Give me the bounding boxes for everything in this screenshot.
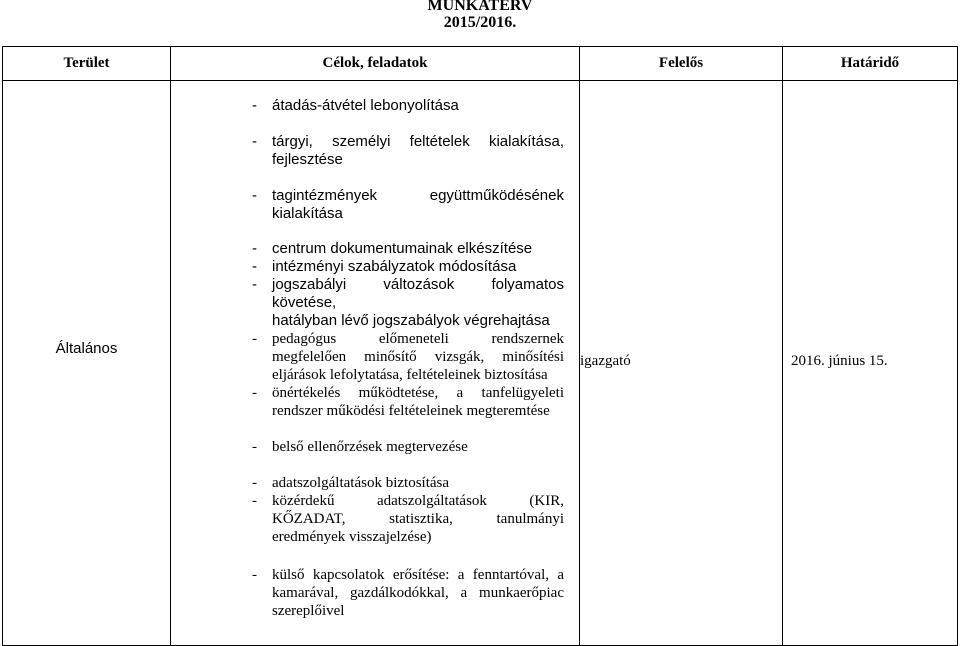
- header-responsible: Felelős: [658, 55, 704, 71]
- column-divider: [782, 47, 783, 645]
- list-dash: -: [252, 97, 257, 114]
- list-item-text: [272, 187, 564, 223]
- text-line: közérdekű adatszolgáltatások (KIR,: [272, 493, 564, 509]
- column-divider: [170, 47, 171, 645]
- header-area: Terület: [63, 55, 110, 71]
- school-year: 2015/2016.: [443, 14, 517, 31]
- text-line: megfelelően minősítő vizsgák, minősítési: [272, 349, 564, 365]
- text-line: rendszer működési feltételeinek megteremtése: [272, 403, 550, 419]
- text-line: külső kapcsolatok erősítése: a fenntartóval, a: [272, 567, 564, 583]
- work-plan-table: [2, 46, 958, 646]
- responsible-cell: igazgató: [580, 353, 631, 369]
- document-title: MUNKATERV: [427, 0, 533, 14]
- text-line: centrum dokumentumainak elkészítése: [272, 240, 533, 257]
- list-item-text: [272, 566, 564, 620]
- list-dash: -: [252, 187, 257, 204]
- list-dash: -: [252, 385, 257, 401]
- list-item-text: [272, 492, 564, 546]
- list-dash: -: [252, 276, 257, 293]
- header-deadline: Határidő: [840, 55, 900, 71]
- text-line: tagintézmények együttműködésének: [272, 187, 564, 204]
- list-item-text: [272, 330, 564, 384]
- list-dash: -: [252, 331, 257, 347]
- text-line: átadás-átvétel lebonyolítása: [272, 97, 459, 114]
- text-line: adatszolgáltatások biztosítása: [272, 475, 450, 491]
- list-dash: -: [252, 439, 257, 455]
- text-line: önértékelés működtetése, a tanfelügyeleti: [272, 385, 564, 401]
- list-item-text: [272, 240, 564, 258]
- list-dash: -: [252, 493, 257, 509]
- text-line: kialakítása: [272, 205, 343, 222]
- text-line: szereplőivel: [272, 603, 345, 619]
- column-divider: [579, 47, 580, 645]
- text-line: KŐZADAT, statisztika, tanulmányi: [272, 511, 564, 527]
- list-dash: -: [252, 133, 257, 150]
- header-goals: Célok, feladatok: [322, 55, 428, 71]
- text-line: hatályban lévő jogszabályok végrehajtása: [272, 312, 550, 329]
- list-item-text: [272, 438, 564, 456]
- area-cell: Általános: [55, 340, 118, 357]
- text-line: eredmények visszajelzése): [272, 529, 432, 545]
- text-line: belső ellenőrzések megtervezése: [272, 439, 468, 455]
- list-item-text: [272, 384, 564, 420]
- text-line: intézményi szabályzatok módosítása: [272, 258, 517, 275]
- list-dash: -: [252, 240, 257, 257]
- list-item-text: [272, 474, 564, 492]
- table-header-row: [3, 47, 957, 81]
- deadline-cell: 2016. június 15.: [791, 353, 888, 369]
- text-line: fejlesztése: [272, 151, 343, 168]
- text-line: eljárások lefolytatása, feltételeinek biztosítása: [272, 367, 548, 383]
- list-item-text: [272, 258, 564, 276]
- list-dash: -: [252, 567, 257, 583]
- list-item-text: [272, 97, 564, 115]
- text-line: pedagógus előmeneteli rendszernek: [272, 331, 564, 347]
- text-line: jogszabályi változások folyamatos követése,: [272, 276, 564, 311]
- list-dash: -: [252, 258, 257, 275]
- text-line: tárgyi, személyi feltételek kialakítása,: [272, 133, 564, 150]
- text-line: kamarával, gazdálkodókkal, a munkaerőpiac: [272, 585, 564, 601]
- list-item-text: [272, 133, 564, 169]
- list-dash: -: [252, 475, 257, 491]
- list-item-text: [272, 276, 564, 330]
